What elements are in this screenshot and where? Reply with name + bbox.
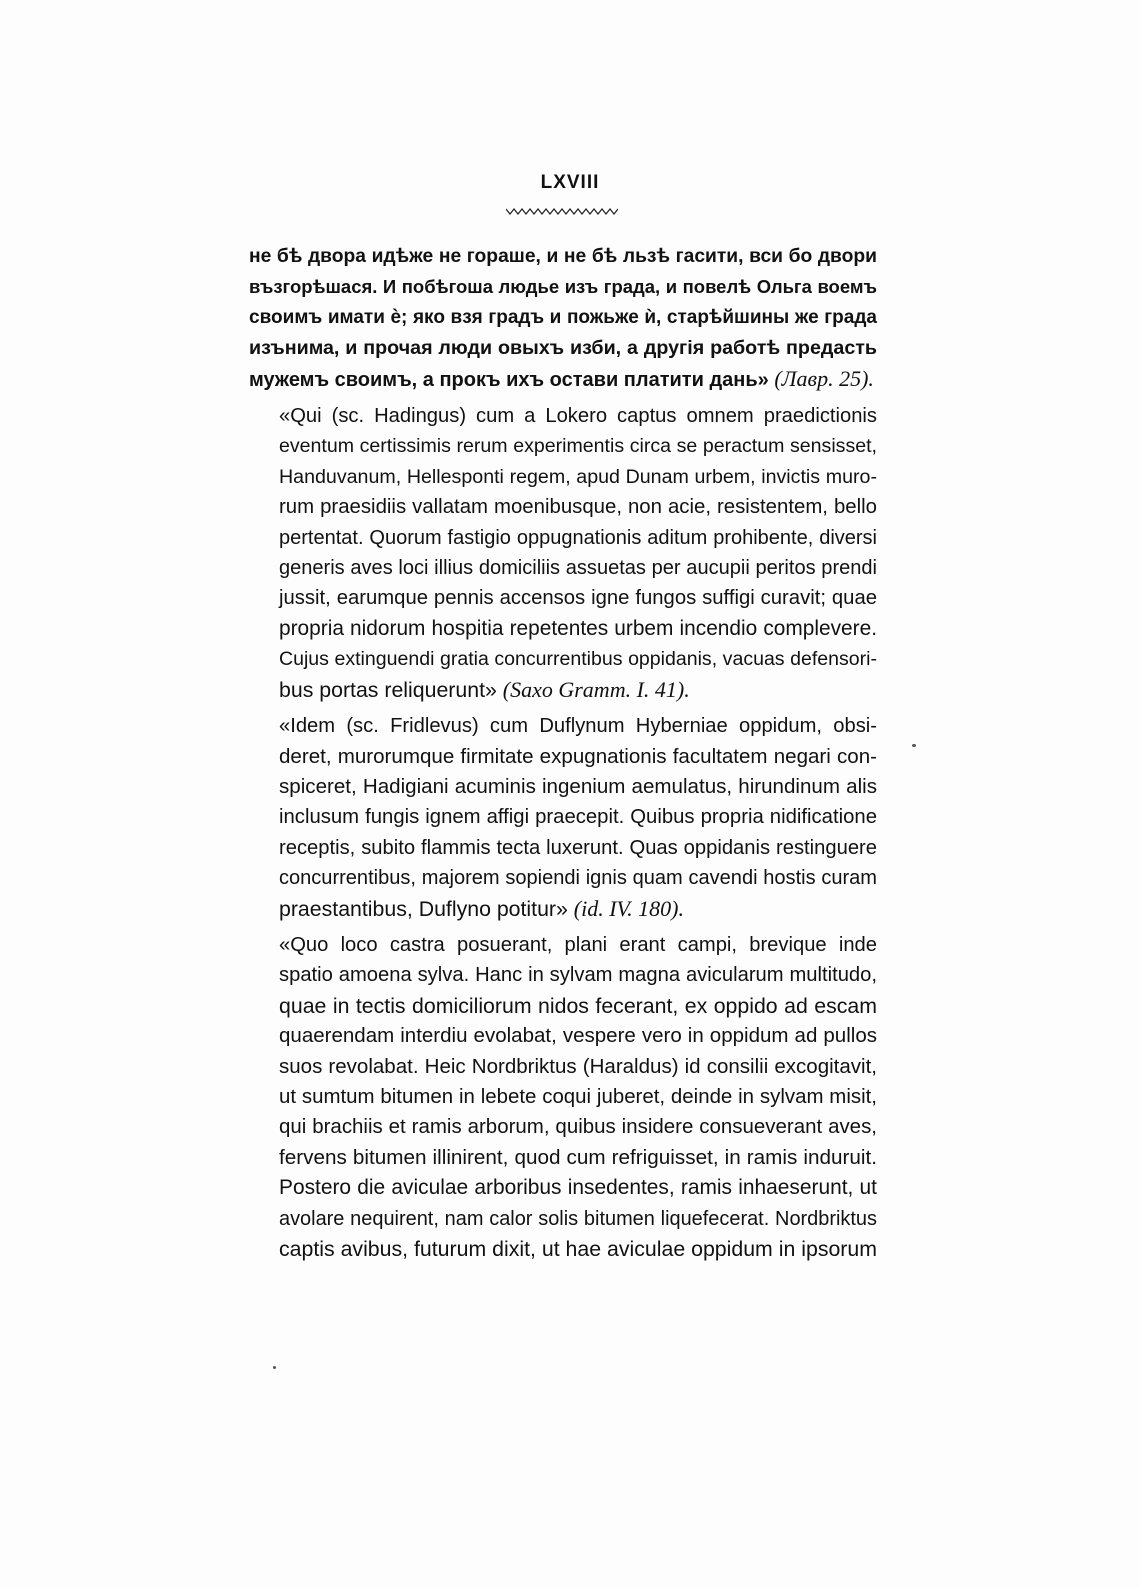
scan-speck — [912, 744, 916, 747]
paragraph-saxo-hadingus — [249, 401, 877, 705]
text-line: «Idem (sc. Fridlevus) cum Duflynum Hyberniae oppidum, obsi- — [279, 715, 877, 738]
citation: (Лавр. 25). — [774, 365, 874, 391]
text-line: receptis, subito flammis tecta luxerunt. Quas oppidanis restinguere — [279, 836, 877, 859]
text-line: quaerendam interdiu evolabat, vespere vero in oppidum ad pullos — [279, 1024, 877, 1048]
citation: (id. IV. 180). — [573, 895, 684, 921]
text-line: Postero die aviculae arboribus insedentes, ramis inhaeserunt, ut — [279, 1176, 877, 1200]
text-line: quae in tectis domiciliorum nidos fecerant, ex oppido ad escam — [279, 993, 877, 1018]
text-line: captis avibus, futurum dixit, ut hae aviculae oppidum in ipsorum — [279, 1237, 877, 1261]
text-line: spatio amoena sylva. Hanc in sylvam magna avicularum multitudo, — [279, 964, 877, 987]
paragraph-saxo-fridlevus — [249, 711, 877, 924]
text-line: не бѣ двора идѣже не гораше, и не бѣ льзѣ гасити, вси бо двори — [249, 246, 877, 267]
text-line: spiceret, Hadigiani acuminis ingenium aemulatus, hirundinum alis — [279, 774, 877, 798]
text-line — [249, 364, 877, 395]
text-line: Cujus extinguendi gratia concurrentibus oppidanis, vacuas defensori- — [279, 648, 877, 671]
text-line: suos revolabat. Heic Nordbriktus (Haraldus) id consilii excogitavit, — [279, 1054, 877, 1078]
body-text — [249, 242, 877, 1270]
text-line: rum praesidiis vallatam moenibusque, non acie, resistentem, bello — [279, 496, 877, 519]
text-line: concurrentibus, majorem sopiendi ignis quam cavendi hostis curam — [279, 867, 877, 890]
text-line: eventum certissimis rerum experimentis circa se peractum sensisset, — [279, 435, 877, 458]
text-line: propria nidorum hospitia repetentes urbem incendio complevere. — [279, 616, 877, 640]
text-line-content: bus portas reliquerunt» — [279, 677, 497, 702]
text-line — [249, 894, 877, 924]
text-line: jussit, earumque pennis accensos igne fungos suffigi curavit; quae — [279, 587, 877, 610]
paragraph-nordbriktus — [249, 930, 877, 1264]
text-line: възгорѣшася. И побѣгоша людье изъ града, и повелѣ Ольга воемъ — [249, 276, 877, 298]
paragraph-chronicle-quote — [249, 242, 877, 395]
text-line: qui brachiis et ramis arborum, quibus insidere consueverant aves, — [279, 1115, 877, 1139]
text-line: avolare nequirent, nam calor solis bitumen liquefecerat. Nordbriktus — [279, 1207, 877, 1230]
text-line-content: мужемъ своимъ, а прокъ ихъ остави платити дань» — [249, 368, 769, 391]
folio-ornament-icon — [506, 206, 618, 216]
text-line: pertentat. Quorum fastigio oppugnationis aditum prohibente, diversi — [279, 526, 877, 549]
text-line: generis aves loci illius domiciliis assuetas per aucupii peritos prendi — [279, 557, 877, 580]
text-line: deret, murorumque firmitate expugnationis facultatem negari con- — [279, 744, 877, 768]
text-line: fervens bitumen illinirent, quod cum refriguisset, in ramis induruit. — [279, 1145, 877, 1169]
text-line: ut sumtum bitumen in lebete coqui juberet, deinde in sylvam misit, — [279, 1084, 877, 1108]
text-line: своимъ имати ѐ; яко взя градъ и пожьже ѝ, старѣйшины же града — [249, 306, 877, 328]
text-line-content: praestantibus, Duflyno potitur» — [279, 896, 568, 921]
text-line: изънима, и прочая люди овыхъ изби, а другія работѣ предасть — [249, 337, 877, 360]
page-number: LXVIII — [540, 172, 600, 193]
citation: (Saxo Gramm. I. 41). — [502, 676, 690, 702]
text-line: Handuvanum, Hellesponti regem, apud Dunam urbem, invictis muro- — [279, 465, 877, 488]
text-line: inclusum fungis ignem affigi praecepit. Quibus propria nidificatione — [279, 806, 877, 829]
scan-speck — [273, 1366, 276, 1369]
text-line: «Qui (sc. Hadingus) cum a Lokero captus omnem praedictionis — [279, 405, 877, 428]
text-line: «Quo loco castra posuerant, plani erant campi, brevique inde — [279, 933, 877, 956]
text-line — [249, 675, 877, 705]
